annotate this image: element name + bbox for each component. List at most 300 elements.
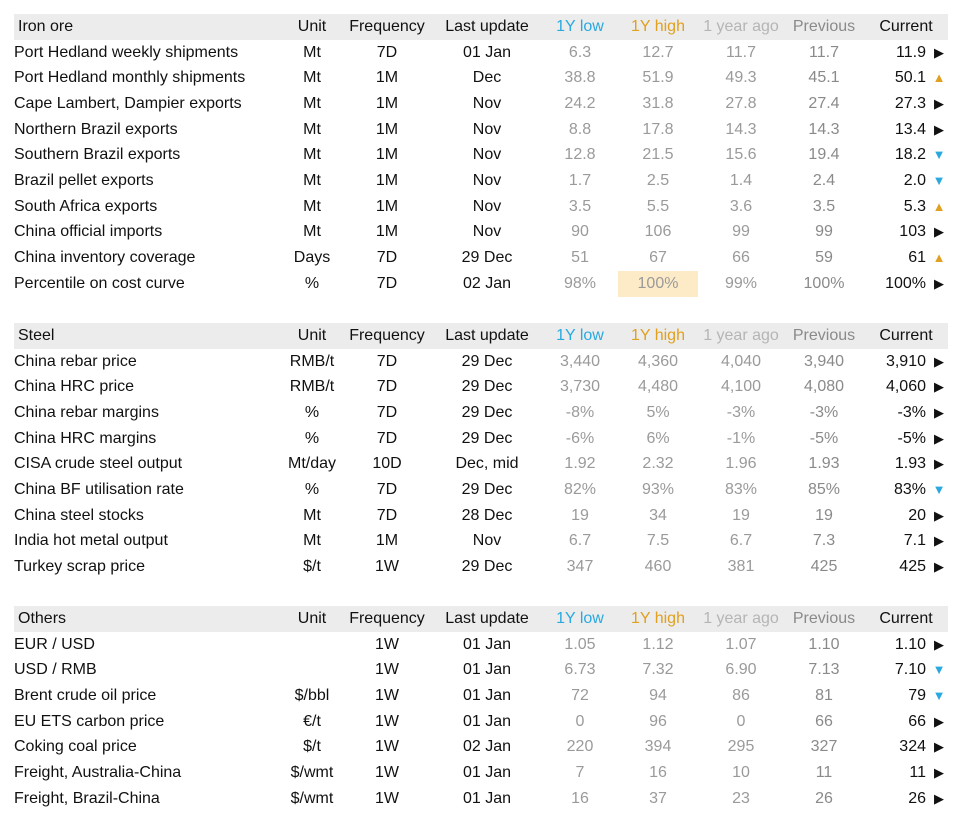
row-name: Freight, Brazil-China [14, 789, 160, 807]
table-row [14, 40, 948, 66]
arrow-right-icon: ▶ [934, 507, 944, 523]
row-previous: 425 [810, 558, 838, 576]
row-unit: Mt [303, 197, 321, 215]
row-1y-high: 2.5 [646, 171, 670, 189]
header-frequency: Frequency [342, 14, 432, 40]
row-last-update: Nov [472, 94, 502, 112]
current-value: 100% [885, 274, 926, 292]
row-1y-low: 7 [575, 763, 585, 781]
arrow-up-icon: ▲ [932, 250, 946, 266]
row-frequency: 1W [375, 789, 399, 807]
row-1y-high: 394 [644, 738, 672, 756]
row-frequency: 1W [375, 635, 399, 653]
row-1-year-ago: -1% [726, 429, 756, 447]
row-1y-high: 460 [644, 558, 672, 576]
table-row [14, 503, 948, 529]
row-unit: $/t [303, 558, 321, 576]
row-previous: 11 [815, 763, 833, 781]
current-value: 7.1 [903, 532, 926, 550]
header-previous: Previous [784, 323, 864, 349]
row-last-update: 01 Jan [462, 763, 512, 781]
row-unit: RMB/t [289, 378, 335, 396]
row-1y-low: 347 [566, 558, 594, 576]
header-previous: Previous [784, 14, 864, 40]
arrow-down-icon: ▼ [932, 147, 946, 163]
row-last-update: 29 Dec [461, 378, 513, 396]
row-1y-high: 7.5 [646, 532, 670, 550]
row-1y-low: 1.92 [564, 455, 596, 473]
arrow-right-icon: ▶ [934, 636, 944, 652]
current-value: 18.2 [894, 146, 926, 164]
row-last-update: Dec [472, 69, 502, 87]
row-1y-low: 19 [571, 506, 589, 524]
row-current [864, 168, 948, 194]
row-previous: 100% [803, 274, 845, 292]
row-name: China rebar margins [14, 403, 159, 421]
row-frequency: 7D [376, 274, 398, 292]
header-previous: Previous [784, 606, 864, 632]
row-1y-low: 8.8 [568, 120, 592, 138]
row-current [864, 426, 948, 452]
row-previous: 3,940 [803, 352, 845, 370]
row-1-year-ago: 99 [732, 223, 750, 241]
row-name: Brent crude oil price [14, 686, 157, 704]
row-1-year-ago: 3.6 [729, 197, 753, 215]
row-unit: Days [293, 249, 331, 267]
row-1y-high: 4,360 [637, 352, 679, 370]
row-unit [282, 657, 342, 683]
row-current [864, 554, 948, 580]
row-1-year-ago: 83% [724, 480, 758, 498]
current-value: 66 [908, 712, 926, 730]
row-current [864, 529, 948, 555]
row-1y-high: 1.12 [642, 635, 674, 653]
current-value: 20 [908, 506, 926, 524]
arrow-right-icon: ▶ [934, 790, 944, 806]
table-row [14, 477, 948, 503]
row-previous: 19 [815, 506, 833, 524]
row-previous: 45.1 [808, 69, 840, 87]
row-unit: Mt/day [287, 455, 336, 473]
row-name: Southern Brazil exports [14, 146, 181, 164]
row-current [864, 734, 948, 760]
row-1y-low: 38.8 [564, 69, 596, 87]
row-1-year-ago: 23 [732, 789, 750, 807]
row-frequency: 1M [375, 94, 399, 112]
current-value: -5% [897, 429, 926, 447]
arrow-right-icon: ▶ [934, 739, 944, 755]
row-1y-low: 6.3 [568, 43, 592, 61]
row-name: Brazil pellet exports [14, 171, 154, 189]
current-value: -3% [897, 403, 926, 421]
current-value: 50.1 [894, 69, 926, 87]
row-unit: €/t [303, 712, 321, 730]
row-frequency: 1W [375, 712, 399, 730]
arrow-down-icon: ▼ [932, 172, 946, 188]
row-1y-low: -8% [565, 403, 595, 421]
row-unit: Mt [303, 94, 321, 112]
row-last-update: Nov [472, 120, 502, 138]
header-row [14, 14, 948, 40]
row-1y-high: 2.32 [642, 455, 674, 473]
row-unit: % [304, 429, 320, 447]
row-1y-high: 16 [649, 763, 667, 781]
row-1y-high: 94 [649, 686, 667, 704]
current-value: 26 [908, 789, 926, 807]
row-previous: 66 [815, 712, 833, 730]
row-1-year-ago: 295 [727, 738, 755, 756]
row-last-update: 01 Jan [462, 635, 512, 653]
row-unit [282, 632, 342, 658]
row-current [864, 40, 948, 66]
row-1y-low: 3,730 [559, 378, 601, 396]
row-1y-low: 3.5 [568, 197, 592, 215]
row-1-year-ago: 15.6 [725, 146, 757, 164]
header-1-year-ago: 1 year ago [698, 606, 784, 632]
row-frequency: 1M [375, 197, 399, 215]
table-row [14, 554, 948, 580]
row-1y-high: 7.32 [642, 661, 674, 679]
row-last-update: Nov [472, 223, 502, 241]
arrow-right-icon: ▶ [934, 121, 944, 137]
row-last-update: 29 Dec [461, 558, 513, 576]
row-1y-high: 6% [646, 429, 670, 447]
row-last-update: 28 Dec [461, 506, 513, 524]
table-row [14, 245, 948, 271]
row-frequency: 7D [376, 429, 398, 447]
row-unit: Mt [303, 69, 321, 87]
row-1-year-ago: 4,100 [720, 378, 762, 396]
row-previous: 7.13 [808, 661, 840, 679]
table-row [14, 760, 948, 786]
row-frequency: 1W [375, 686, 399, 704]
header-frequency: Frequency [342, 323, 432, 349]
arrow-up-icon: ▲ [932, 198, 946, 214]
row-1y-high: 17.8 [642, 120, 674, 138]
header-1y-low: 1Y low [542, 606, 618, 632]
table-row [14, 683, 948, 709]
row-current [864, 477, 948, 503]
row-1y-low: 3,440 [559, 352, 601, 370]
row-name: Northern Brazil exports [14, 120, 178, 138]
row-1-year-ago: 66 [732, 249, 750, 267]
row-name: Coking coal price [14, 738, 137, 756]
row-last-update: Dec, mid [455, 455, 519, 473]
row-current [864, 117, 948, 143]
row-1y-low: 82% [563, 480, 597, 498]
table-row [14, 65, 948, 91]
row-1y-low: 0 [575, 712, 585, 730]
row-previous: 19.4 [808, 146, 840, 164]
row-previous: -3% [809, 403, 839, 421]
row-1y-low: -6% [565, 429, 595, 447]
row-previous: 7.3 [812, 532, 836, 550]
row-last-update: 29 Dec [461, 352, 513, 370]
row-1y-low: 72 [571, 686, 589, 704]
arrow-right-icon: ▶ [934, 95, 944, 111]
row-last-update: Nov [472, 171, 502, 189]
header-1y-high: 1Y high [618, 606, 698, 632]
row-1y-low: 6.73 [564, 661, 596, 679]
row-frequency: 7D [376, 378, 398, 396]
current-value: 324 [899, 738, 926, 756]
row-1-year-ago: 14.3 [725, 120, 757, 138]
row-previous: 1.93 [808, 455, 840, 473]
row-last-update: Nov [472, 532, 502, 550]
row-current [864, 194, 948, 220]
row-1-year-ago: 10 [732, 763, 750, 781]
row-last-update: 01 Jan [462, 661, 512, 679]
row-1y-high: 5% [646, 403, 670, 421]
arrow-down-icon: ▼ [932, 662, 946, 678]
arrow-right-icon: ▶ [934, 353, 944, 369]
section-others [14, 606, 948, 812]
arrow-right-icon: ▶ [934, 430, 944, 446]
row-1y-high: 21.5 [642, 146, 674, 164]
table-row [14, 194, 948, 220]
table-row [14, 734, 948, 760]
row-1y-high: 12.7 [642, 43, 674, 61]
arrow-right-icon: ▶ [934, 764, 944, 780]
table-row [14, 786, 948, 812]
row-frequency: 7D [376, 352, 398, 370]
row-current [864, 245, 948, 271]
row-frequency: 1M [375, 146, 399, 164]
header-last-update: Last update [432, 606, 542, 632]
row-previous: 59 [815, 249, 833, 267]
row-last-update: 29 Dec [461, 249, 513, 267]
current-value: 425 [899, 558, 926, 576]
header-1y-high: 1Y high [618, 323, 698, 349]
row-name: EU ETS carbon price [14, 712, 165, 730]
row-name: China HRC price [14, 378, 135, 396]
row-unit: Mt [303, 43, 321, 61]
table-row [14, 91, 948, 117]
arrow-up-icon: ▲ [932, 70, 946, 86]
row-current [864, 400, 948, 426]
table-row [14, 142, 948, 168]
row-name: China BF utilisation rate [14, 480, 184, 498]
row-previous: -5% [809, 429, 839, 447]
row-current [864, 91, 948, 117]
arrow-right-icon: ▶ [934, 559, 944, 575]
row-frequency: 1M [375, 171, 399, 189]
row-1y-low: 1.7 [568, 171, 592, 189]
arrow-down-icon: ▼ [932, 687, 946, 703]
row-unit: Mt [303, 532, 321, 550]
row-name: China HRC margins [14, 429, 157, 447]
row-name: China inventory coverage [14, 249, 196, 267]
row-previous: 26 [815, 789, 833, 807]
header-unit: Unit [282, 323, 342, 349]
row-1y-high: 4,480 [637, 378, 679, 396]
row-unit: % [304, 274, 320, 292]
row-name: China rebar price [14, 352, 137, 370]
row-last-update: 01 Jan [462, 712, 512, 730]
current-value: 1.93 [894, 455, 926, 473]
arrow-right-icon: ▶ [934, 404, 944, 420]
row-1-year-ago: 99% [724, 274, 758, 292]
row-unit: $/wmt [290, 789, 334, 807]
header-1y-low: 1Y low [542, 14, 618, 40]
row-1y-low: 24.2 [564, 94, 596, 112]
row-1-year-ago: 0 [736, 712, 746, 730]
row-unit: $/t [303, 738, 321, 756]
row-unit: Mt [303, 171, 321, 189]
current-value: 79 [908, 686, 926, 704]
current-value: 61 [908, 249, 926, 267]
row-1y-low: 98% [563, 274, 597, 292]
row-1y-low: 90 [571, 223, 589, 241]
row-name: Percentile on cost curve [14, 274, 185, 292]
row-1y-high: 93% [641, 480, 675, 498]
current-value: 2.0 [903, 171, 926, 189]
row-current [864, 349, 948, 375]
header-current: Current [864, 14, 948, 40]
row-current [864, 786, 948, 812]
row-previous: 3.5 [812, 197, 836, 215]
row-unit: RMB/t [289, 352, 335, 370]
row-1y-high: 31.8 [642, 94, 674, 112]
row-1-year-ago: 381 [727, 558, 755, 576]
row-unit: Mt [303, 506, 321, 524]
table-row [14, 529, 948, 555]
row-frequency: 1W [375, 763, 399, 781]
row-frequency: 7D [376, 43, 398, 61]
row-1y-high: 51.9 [642, 69, 674, 87]
row-previous: 14.3 [808, 120, 840, 138]
row-1-year-ago: 19 [732, 506, 750, 524]
row-previous: 4,080 [803, 378, 845, 396]
row-1-year-ago: 27.8 [725, 94, 757, 112]
row-current [864, 374, 948, 400]
row-unit: Mt [303, 146, 321, 164]
current-value: 11 [909, 763, 926, 781]
header-unit: Unit [282, 606, 342, 632]
row-name: Cape Lambert, Dampier exports [14, 94, 242, 112]
current-value: 1.10 [894, 635, 926, 653]
header-current: Current [864, 323, 948, 349]
table-row [14, 426, 948, 452]
row-1y-high: 37 [649, 789, 667, 807]
row-last-update: 02 Jan [462, 738, 512, 756]
row-previous: 81 [815, 686, 833, 704]
row-previous: 99 [815, 223, 833, 241]
row-last-update: 01 Jan [462, 686, 512, 704]
row-1-year-ago: 1.07 [725, 635, 757, 653]
row-current [864, 271, 948, 297]
row-frequency: 7D [376, 480, 398, 498]
table-row [14, 451, 948, 477]
row-current [864, 632, 948, 658]
current-value: 3,910 [885, 352, 926, 370]
current-value: 13.4 [894, 120, 926, 138]
row-current [864, 503, 948, 529]
header-1y-high: 1Y high [618, 14, 698, 40]
row-current [864, 142, 948, 168]
header-row [14, 323, 948, 349]
header-row [14, 606, 948, 632]
row-1y-high: 96 [649, 712, 667, 730]
row-current [864, 220, 948, 246]
row-1-year-ago: 6.7 [729, 532, 753, 550]
row-1y-low: 220 [566, 738, 594, 756]
header-last-update: Last update [432, 14, 542, 40]
row-1-year-ago: 11.7 [726, 43, 756, 61]
row-name: EUR / USD [14, 635, 95, 653]
row-name: South Africa exports [14, 197, 158, 215]
header-current: Current [864, 606, 948, 632]
row-1y-high: 100% [618, 271, 698, 297]
arrow-right-icon: ▶ [934, 224, 944, 240]
row-frequency: 10D [372, 455, 402, 473]
row-1-year-ago: 49.3 [725, 69, 757, 87]
row-frequency: 7D [376, 403, 398, 421]
row-frequency: 1W [375, 558, 399, 576]
row-name: Turkey scrap price [14, 558, 145, 576]
row-previous: 11.7 [809, 43, 839, 61]
row-last-update: Nov [472, 146, 502, 164]
row-name: Port Hedland weekly shipments [14, 43, 239, 61]
row-current [864, 760, 948, 786]
row-current [864, 683, 948, 709]
row-1y-low: 1.05 [564, 635, 596, 653]
row-frequency: 1W [375, 738, 399, 756]
row-frequency: 7D [376, 249, 398, 267]
row-unit: Mt [303, 223, 321, 241]
header-1y-low: 1Y low [542, 323, 618, 349]
table-row [14, 374, 948, 400]
row-previous: 27.4 [808, 94, 840, 112]
row-name: China steel stocks [14, 506, 144, 524]
row-unit: % [304, 480, 320, 498]
arrow-right-icon: ▶ [934, 44, 944, 60]
row-1-year-ago: 86 [732, 686, 750, 704]
row-previous: 2.4 [812, 171, 836, 189]
row-last-update: 02 Jan [462, 274, 512, 292]
arrow-down-icon: ▼ [932, 481, 946, 497]
row-name: Port Hedland monthly shipments [14, 69, 246, 87]
row-1y-low: 16 [571, 789, 589, 807]
row-unit: $/wmt [290, 763, 334, 781]
current-value: 5.3 [903, 197, 926, 215]
section-iron-ore [14, 14, 948, 297]
arrow-right-icon: ▶ [934, 379, 944, 395]
current-value: 103 [899, 223, 926, 241]
arrow-right-icon: ▶ [934, 275, 944, 291]
row-1y-low: 51 [571, 249, 589, 267]
table-row [14, 657, 948, 683]
row-1-year-ago: -3% [726, 403, 756, 421]
header-1-year-ago: 1 year ago [698, 323, 784, 349]
row-last-update: 29 Dec [461, 403, 513, 421]
section-title: Iron ore [14, 14, 282, 40]
row-name: Freight, Australia-China [14, 763, 182, 781]
row-last-update: 29 Dec [461, 429, 513, 447]
current-value: 7.10 [894, 661, 926, 679]
table-row [14, 400, 948, 426]
arrow-right-icon: ▶ [934, 456, 944, 472]
row-1y-high: 5.5 [646, 197, 670, 215]
row-current [864, 709, 948, 735]
row-last-update: 01 Jan [462, 43, 512, 61]
current-value: 4,060 [885, 378, 926, 396]
current-value: 27.3 [894, 94, 926, 112]
header-1-year-ago: 1 year ago [698, 14, 784, 40]
row-unit: Mt [303, 120, 321, 138]
row-1-year-ago: 6.90 [725, 661, 757, 679]
arrow-right-icon: ▶ [934, 713, 944, 729]
